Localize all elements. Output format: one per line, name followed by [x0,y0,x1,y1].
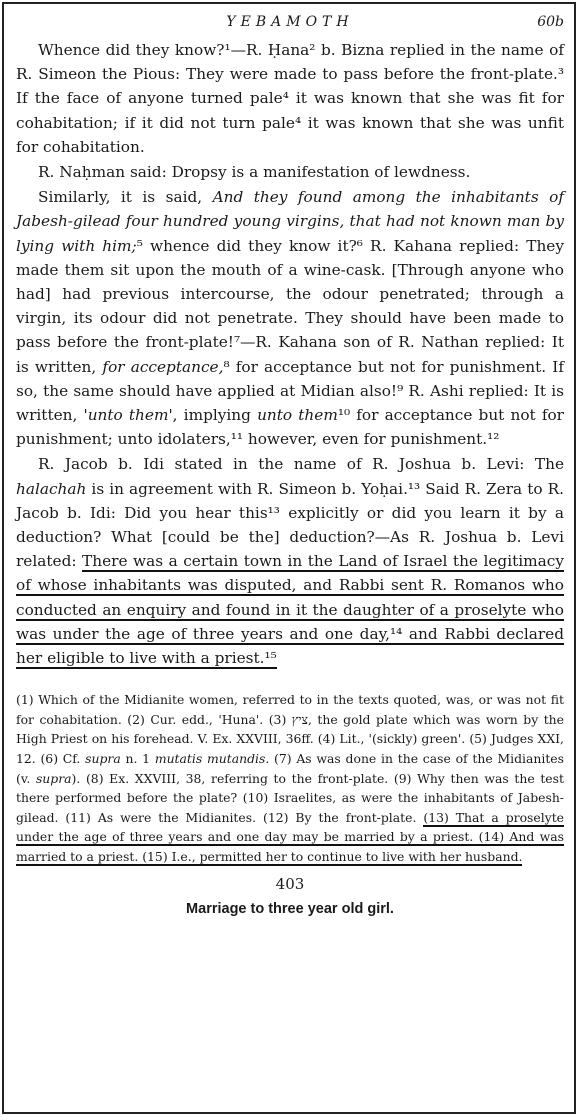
footnote-italic: supra [85,751,121,767]
footnote-italic: mutatis mutandis. [154,751,270,767]
paragraph-1: Whence did they know?¹—R. Ḥana² b. Bizna replied in the name of R. Simeon the Pious: They were made to pass before the front-plate.³ If the face of anyone turned pale⁴ it was known that she was fit for cohabitation; if it did not turn pale⁴ it was known that she was unfit for cohabitation. [16,41,564,156]
footnotes [16,690,564,866]
underlined-footnotes: (13) That a proselyte under the age of three years and one day may be married by a priest. (14) And was married to a priest. (15) I.e., permitted her to continue to live with her husband. [16,809,565,865]
text-run: is in agreement with R. Simeon b. Yoḥai.¹³ Said R. Zera to R. Jacob b. Idi: Did you hear this¹³ explicitly or did you learn it by a deduction? What [could be the] deduction?—As R. Joshua b. Levi related: [16,479,564,571]
underlined-passage: There was a certain town in the Land of Israel the legitimacy of whose inhabitants was disputed, and Rabbi sent R. Romanos who conducted an enquiry and found in it the daughter of a proselyte who was under the age of three years and one day,¹⁴ and Rabbi declared her eligible to live with a priest.¹⁵ [16,552,564,668]
paragraph-2: R. Naḥman said: Dropsy is a manifestation of lewdness. [38,163,471,182]
book-page [16,12,564,917]
text-run: Similarly, it is said, [38,188,213,207]
paragraph-4 [16,452,564,670]
footnote-text: (7) As was done in the case of the Midianites (v. [16,751,564,786]
text-run: ⁸ for acceptance but not for punishment. If so, the same should have applied at Midian also!⁹ R. Ashi replied: It is written, ' [16,357,565,425]
footnote-italic: supra [35,770,72,786]
folio-number: 60b [537,14,564,30]
main-text [16,38,564,670]
term-italic: halachah [16,479,87,498]
page-frame [2,2,576,1114]
footnote-text: ). (8) Ex. XXVIII, 38, referring to the front-plate. (9) Why then was the test there performed before the plate? (10) Israelites, as were the inhabitants of Jabesh-gilead. (11) As were the Midianites. (12) By the front-plate. [16,770,564,825]
scripture-quote: unto them [257,406,338,425]
paragraph-3 [16,185,564,451]
text-run: ⁵ whence did they know it?⁶ R. Kahana replied: They made them sit upon the mouth of a wine-cask. [Through anyone who had] had previous intercourse, the odour penetrated; through a virgin, its odour did not penetrate. They should have been made to pass before the front-plate!⁷—R. Kahana son of R. Nathan replied: It is written, [16,236,564,376]
scripture-quote: for acceptance, [102,357,224,376]
running-head: YEBAMOTH [226,14,354,30]
footnote-text: n. 1 [120,751,155,767]
scripture-quote: And they found among the inhabitants of Jabesh-gilead four hundred young virgins, that had not known man by lying with him; [16,188,564,255]
footnote-text: (1) Which of the Midianite women, referred to in the texts quoted, was, or was not fit for cohabitation. (2) Cur. edd., 'Huna'. (3) ציץ, the gold plate which was worn by the High Priest on his forehead. V. Ex. XXVIII, 36ff. (4) Lit., '(sickly) green'. (5) Judges XXI, 12. (6) Cf. [16,692,564,767]
caption: Marriage to three year old girl. [186,900,394,917]
scripture-quote: unto them [87,406,169,425]
text-run: R. Jacob b. Idi stated in the name of R. Joshua b. Levi: The [38,455,564,474]
text-run: ¹⁰ for acceptance but not for punishment; unto idolaters,¹¹ however, even for punishment.¹² [16,406,564,449]
page-header [16,12,564,38]
page-number: 403 [275,874,305,893]
text-run: ', implying [168,406,258,425]
